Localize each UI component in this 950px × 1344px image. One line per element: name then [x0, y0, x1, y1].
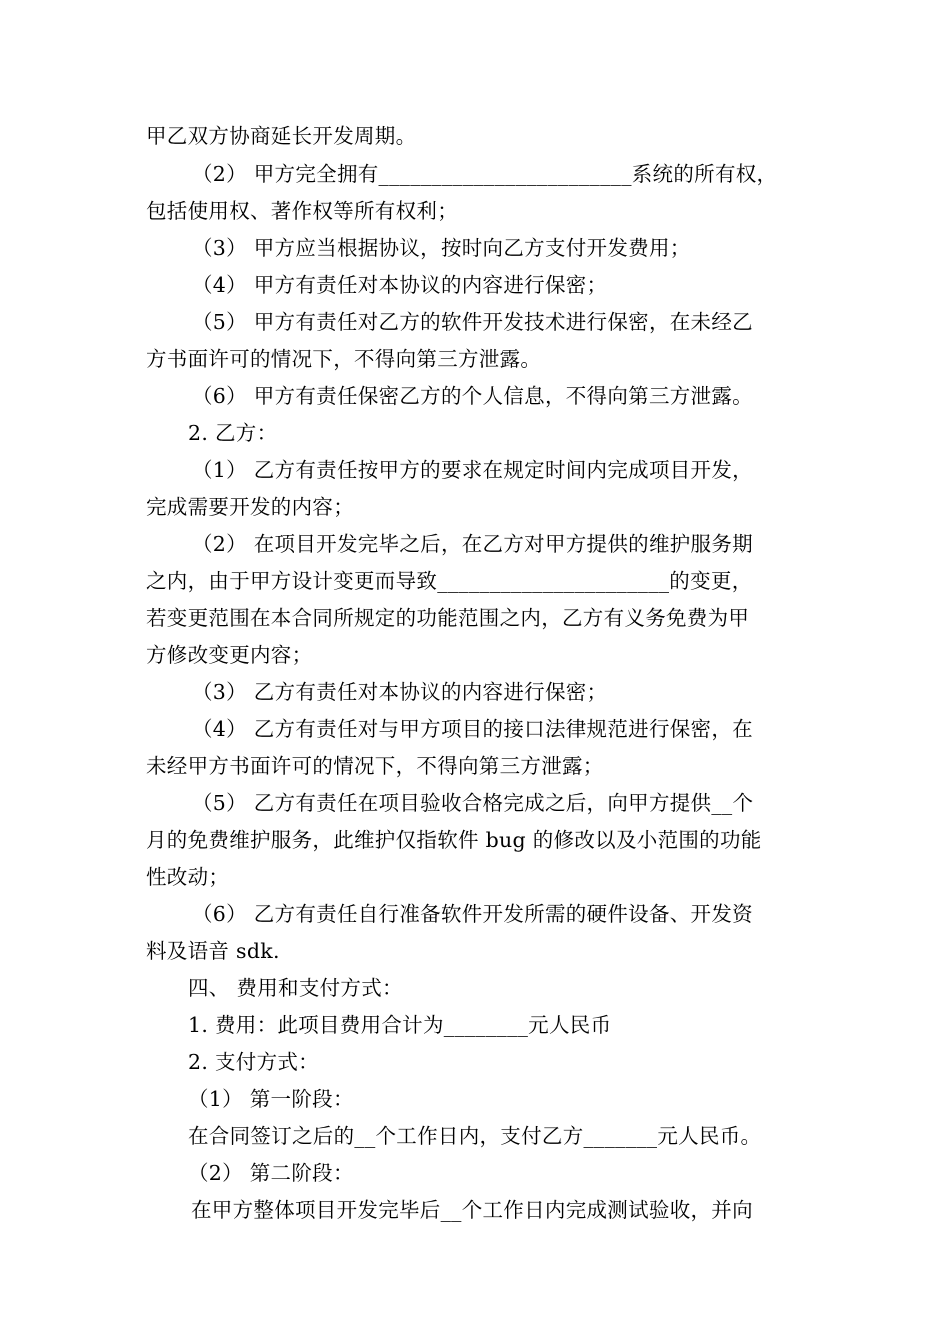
- text-line: 性改动；: [146, 865, 230, 889]
- text-line: （5） 乙方有责任在项目验收合格完成之后，向甲方提供__个: [192, 791, 754, 815]
- section-heading: 四、 费用和支付方式：: [188, 976, 403, 1000]
- text-line: （6） 甲方有责任保密乙方的个人信息，不得向第三方泄露。: [192, 384, 753, 408]
- text-line: 在甲方整体项目开发完毕后__个工作日内完成测试验收，并向: [191, 1198, 753, 1222]
- text-line: 包括使用权、著作权等所有权利；: [146, 199, 458, 223]
- text-line: （4） 乙方有责任对与甲方项目的接口法律规范进行保密，在: [192, 717, 753, 741]
- text-line: 若变更范围在本合同所规定的功能范围之内，乙方有义务免费为甲: [146, 606, 750, 630]
- text-line: （2） 甲方完全拥有________________________系统的所有权，: [192, 162, 778, 186]
- text-line: （4） 甲方有责任对本协议的内容进行保密；: [192, 273, 608, 297]
- text-line: 料及语音 sdk.: [146, 939, 280, 963]
- text-line: 1. 费用：此项目费用合计为________元人民币: [188, 1013, 612, 1037]
- section-heading: 2. 乙方：: [188, 421, 278, 445]
- text-line: 方修改变更内容；: [146, 643, 313, 667]
- text-line: （3） 甲方应当根据协议，按时向乙方支付开发费用；: [192, 236, 691, 260]
- text-line: （1） 第一阶段：: [188, 1087, 354, 1111]
- text-line: （5） 甲方有责任对乙方的软件开发技术进行保密，在未经乙: [192, 310, 753, 334]
- text-line: 在合同签订之后的__个工作日内，支付乙方_______元人民币。: [188, 1124, 762, 1148]
- text-line: 月的免费维护服务，此维护仅指软件 bug 的修改以及小范围的功能: [146, 828, 762, 852]
- text-line: 2. 支付方式：: [188, 1050, 319, 1074]
- text-line: （2） 在项目开发完毕之后，在乙方对甲方提供的维护服务期: [192, 532, 753, 556]
- text-line: （1） 乙方有责任按甲方的要求在规定时间内完成项目开发，: [192, 458, 753, 482]
- text-line: 完成需要开发的内容；: [146, 495, 354, 519]
- text-line: 之内，由于甲方设计变更而导致______________________的变更，: [146, 569, 753, 593]
- text-line: 未经甲方书面许可的情况下，不得向第三方泄露；: [146, 754, 604, 778]
- text-line: （3） 乙方有责任对本协议的内容进行保密；: [192, 680, 608, 704]
- text-line: 甲乙双方协商延长开发周期。: [146, 124, 417, 148]
- text-line: 方书面许可的情况下，不得向第三方泄露。: [146, 347, 542, 371]
- text-line: （6） 乙方有责任自行准备软件开发所需的硬件设备、开发资: [192, 902, 753, 926]
- text-line: （2） 第二阶段：: [188, 1161, 354, 1185]
